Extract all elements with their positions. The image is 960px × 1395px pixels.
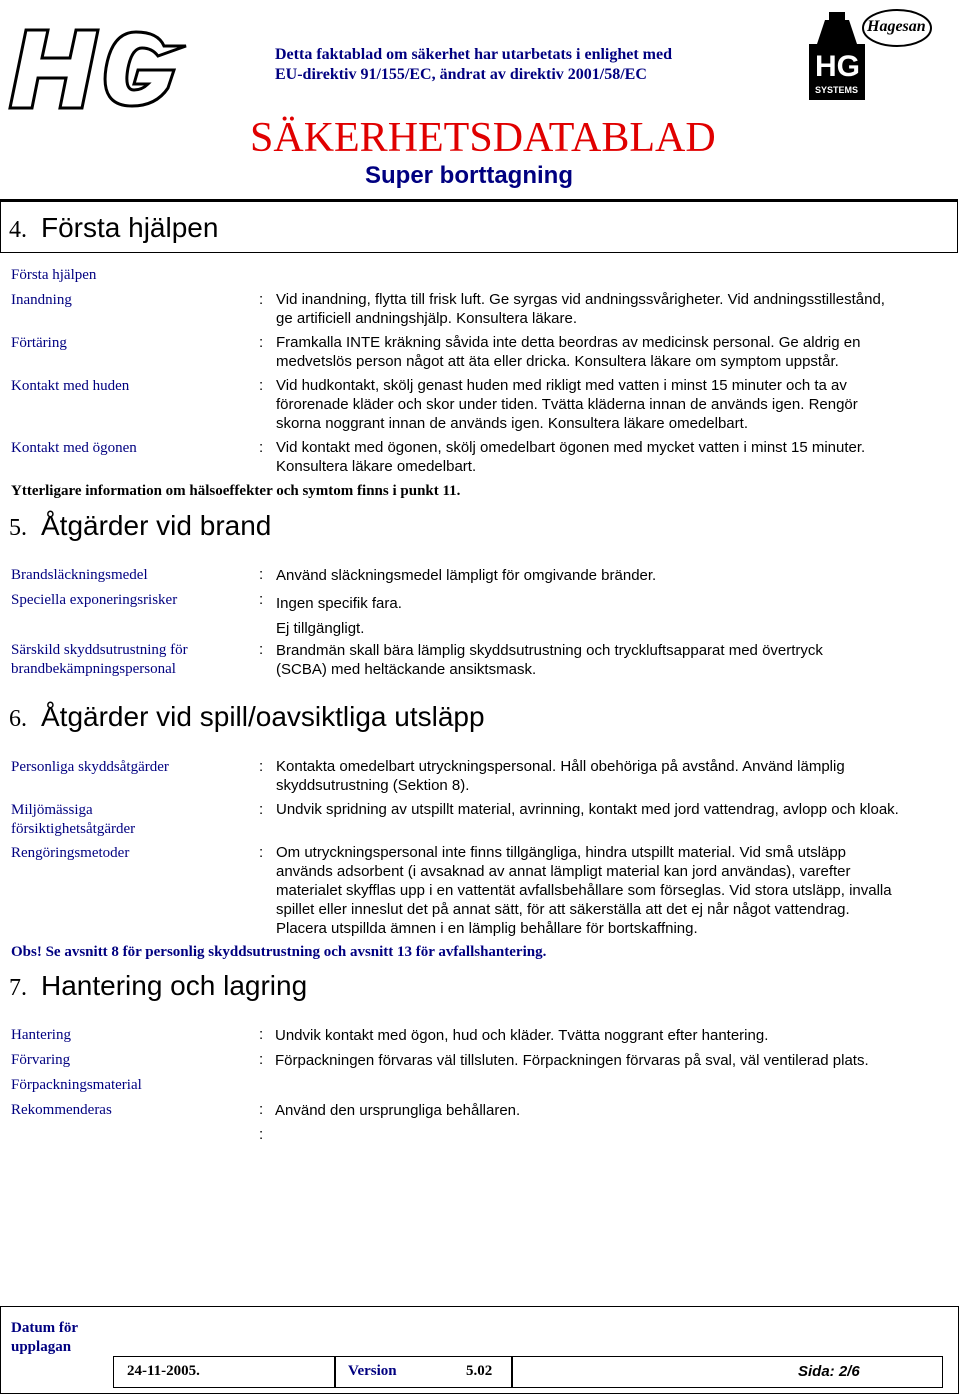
logo-hg xyxy=(8,18,193,118)
colon: : xyxy=(259,844,264,861)
colon: : xyxy=(259,334,264,351)
s4-text-eyes: Vid kontakt med ögonen, skölj omedelbart ögonen med mycket vatten i minst 15 minuter. Konsultera läkare omedelbart. xyxy=(276,439,866,475)
footer-page-box xyxy=(512,1356,943,1388)
s4-label-eyes: Kontakt med ögonen xyxy=(11,440,137,456)
logo-right-top-text: Hagesan xyxy=(867,18,926,35)
s5-text-exposure: Ingen specifik fara. Ej tillgängligt. xyxy=(276,595,402,637)
directive-line-1: Detta faktablad om säkerhet har utarbetats i enlighet med xyxy=(275,46,673,63)
s4-note: Ytterligare information om hälsoeffekter och symtom finns i punkt 11. xyxy=(11,483,461,499)
s7-text-handling: Undvik kontakt med ögon, hud och kläder. Tvätta noggrant efter hantering. xyxy=(275,1027,769,1044)
colon: : xyxy=(259,1051,264,1068)
section-4-title: Första hjälpen xyxy=(41,212,219,243)
s6-label-cleanup: Rengöringsmetoder xyxy=(11,845,130,861)
footer-version-value: 5.02 xyxy=(466,1363,493,1379)
product-name: Super borttagning xyxy=(365,162,573,189)
section-7-heading-text xyxy=(9,970,307,1002)
section-6-number: 6. xyxy=(9,706,27,732)
footer-page-label: Sida: 2/6 xyxy=(798,1363,860,1380)
colon: : xyxy=(259,439,264,456)
s7-text-storage: Förpackningen förvaras väl tillsluten. Förpackningen förvaras på sval, väl ventilerad plats. xyxy=(275,1052,869,1069)
s4-text-inhalation: Vid inandning, flytta till frisk luft. Ge syrgas vid andningssvårigheter. Vid andningsstillestånd, ge artificiell andningshjälp. Konsultera läkare. xyxy=(276,291,885,327)
section-5-number: 5. xyxy=(9,515,27,541)
colon: : xyxy=(259,1026,264,1043)
section-4-number: 4. xyxy=(9,217,27,243)
s5-label-exposure: Speciella exponeringsrisker xyxy=(11,592,178,608)
colon: : xyxy=(259,377,264,394)
colon: : xyxy=(259,1126,264,1143)
directive-line-2: EU-direktiv 91/155/EC, ändrat av direktiv 2001/58/EC xyxy=(275,66,647,83)
logo-right-bottom-text: SYSTEMS xyxy=(815,85,859,95)
section-5-title: Åtgärder vid brand xyxy=(41,510,272,541)
s5-label-extinguishing: Brandsläckningsmedel xyxy=(11,567,148,583)
footer-version-label: Version xyxy=(348,1363,397,1379)
logo-right-mid-text: HG xyxy=(815,50,860,83)
s4-label-inhalation: Inandning xyxy=(11,292,72,308)
s7-text-recommended: Använd den ursprungliga behållaren. xyxy=(275,1102,521,1119)
s7-label-handling: Hantering xyxy=(11,1027,71,1043)
s5-text-protective: Brandmän skall bära lämplig skyddsutrustning och tryckluftsapparat med övertryck (SCBA) med heltäckande ansiktsmask. xyxy=(276,642,823,678)
colon: : xyxy=(259,591,264,608)
document-title: SÄKERHETSDATABLAD xyxy=(250,115,716,161)
first-aid-intro-label: Första hjälpen xyxy=(11,267,97,283)
s6-note: Obs! Se avsnitt 8 för personlig skyddsutrustning och avsnitt 13 för avfallshantering. xyxy=(11,944,547,960)
s6-text-environmental: Undvik spridning av utspillt material, avrinning, kontakt med jord vattendrag, avlopp och kloak. xyxy=(276,801,899,818)
s7-label-storage: Förvaring xyxy=(11,1052,71,1068)
colon: : xyxy=(259,291,264,308)
footer-date-label: Datum för upplagan xyxy=(11,1320,78,1355)
s4-text-skin: Vid hudkontakt, skölj genast huden med rikligt med vatten i minst 15 minuter och ta av förorenade kläder och skor under tiden. Tvätta kläderna innan de används igen. Rengör skorna noggrant innan de används igen. Konsultera läkare omedelbart. xyxy=(276,377,858,432)
logo-hg-systems xyxy=(805,6,933,102)
colon: : xyxy=(259,641,264,658)
s5-label-protective: Särskild skyddsutrustning för brandbekämpningspersonal xyxy=(11,642,188,677)
colon: : xyxy=(259,801,264,818)
s7-label-packaging: Förpackningsmaterial xyxy=(11,1077,142,1093)
s6-label-personal: Personliga skyddsåtgärder xyxy=(11,759,169,775)
section-7-title: Hantering och lagring xyxy=(41,970,308,1001)
s4-text-ingestion: Framkalla INTE kräkning såvida inte detta beordras av medicinsk personal. Ge aldrig en medvetslös person något att äta eller dricka. Konsultera läkare om symptom uppstår. xyxy=(276,334,861,370)
s4-label-ingestion: Förtäring xyxy=(11,335,67,351)
section-6-heading xyxy=(9,701,485,733)
s6-text-cleanup: Om utryckningspersonal inte finns tillgängliga, hindra utspillt material. Vid små utsläpp används adsorbent (i avsaknad av annat lämpligt material kan jord användas), varefter materialet skyfflas upp i en vattentät avfallsbehållare som förseglas. Vid stora utsläpp, invalla spillet eller inneslut det på annat sätt, för att säkerställa att det ej når något vattendrag. Placera utspillda ämnen i en lämplig behållare för bortskaffning. xyxy=(276,844,892,937)
section-6-title: Åtgärder vid spill/oavsiktliga utsläpp xyxy=(41,701,485,732)
footer-date-value: 24-11-2005. xyxy=(127,1363,200,1379)
section-5-heading xyxy=(9,510,271,542)
section-4-heading xyxy=(9,212,218,244)
s6-label-environmental: Miljömässiga försiktighetsåtgärder xyxy=(11,802,136,837)
s7-label-recommended: Rekommenderas xyxy=(11,1102,112,1118)
colon: : xyxy=(259,566,264,583)
section-7-number: 7. xyxy=(9,975,27,1001)
s5-text-extinguishing: Använd släckningsmedel lämpligt för omgivande bränder. xyxy=(276,567,657,584)
colon: : xyxy=(259,1101,264,1118)
s4-label-skin: Kontakt med huden xyxy=(11,378,130,394)
s6-text-personal: Kontakta omedelbart utryckningspersonal. Håll obehöriga på avstånd. Använd lämplig skyddsutrustning (Sektion 8). xyxy=(276,758,845,794)
colon: : xyxy=(259,758,264,775)
